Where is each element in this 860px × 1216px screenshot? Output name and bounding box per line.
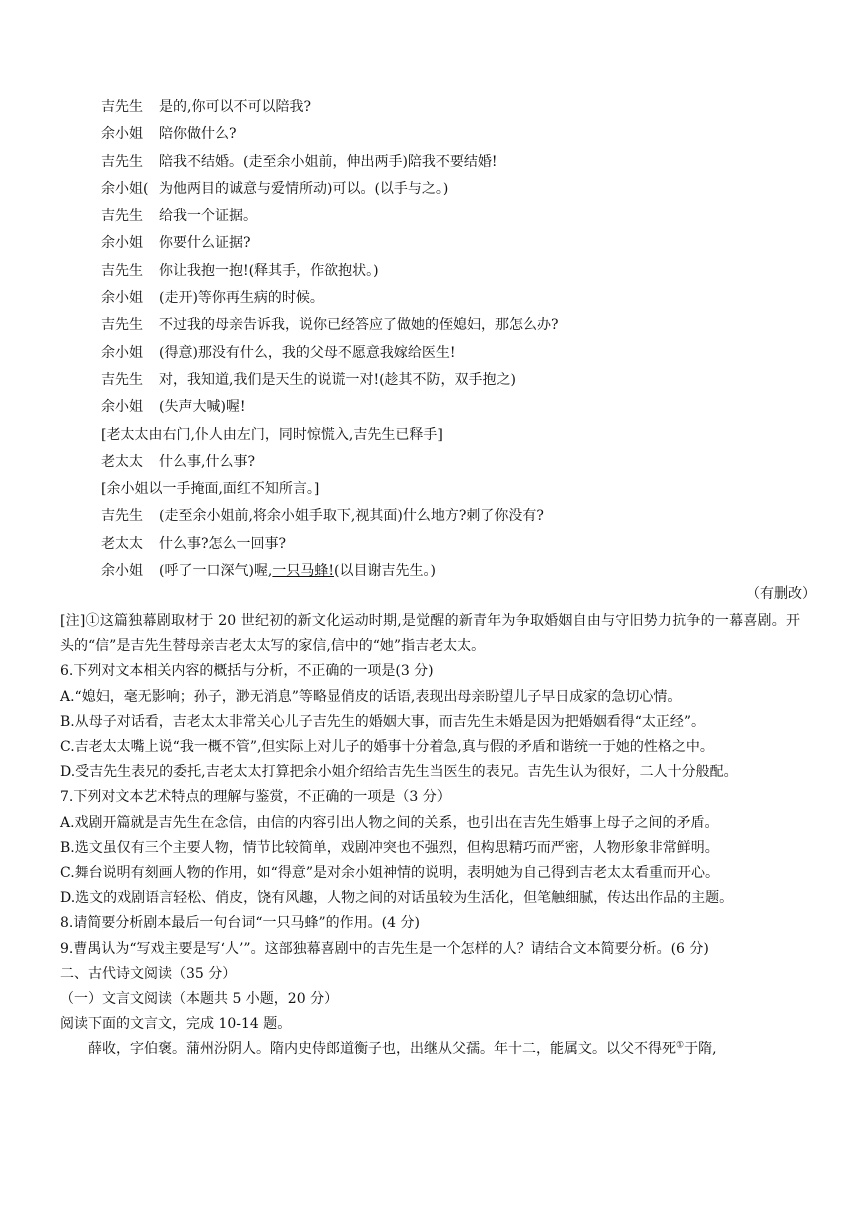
dialogue-line (101, 121, 801, 148)
question-8: 8.请简要分析剧本最后一句台词“一只马蜂”的作用。(4 分) (60, 915, 420, 932)
speaker: 余小姐 (101, 399, 143, 416)
question-9: 9.曹禺认为“写戏主要是写‘人’”。这部独幕喜剧中的吉先生是一个怎样的人？请结合文本简要分析。(6 分) (60, 940, 709, 957)
section-heading: 二、古代诗文阅读（35 分） (60, 965, 237, 982)
stage-direction-text: [余小姐以一手掩面,面红不知所言。] (101, 481, 320, 498)
speaker: 老太太 (101, 535, 143, 552)
line-text-after: (以目谢吉先生。) (334, 563, 436, 580)
line-text: (走开)等你再生病的时候。 (159, 290, 324, 307)
line-text: 你要什么证据? (159, 235, 251, 252)
question-7: 7.下列对文本艺术特点的理解与鉴赏，不正确的一项是（3 分） (60, 789, 451, 806)
script-dialogue (101, 94, 801, 585)
speaker: 吉先生 (101, 508, 143, 525)
dialogue-line (101, 340, 801, 367)
option-6c: C.吉老太太嘴上说“我一概不管”,但实际上对儿子的婚事十分着急,真与假的矛盾和谐统一于她的性格之中。 (60, 739, 714, 756)
line-text: (走至余小姐前,将余小姐手取下,视其面)什么地方?刺了你没有? (159, 508, 544, 525)
question-6: 6.下列对文本相关内容的概括与分析，不正确的一项是(3 分) (60, 663, 434, 680)
option-6a: A.“媳妇，毫无影响；孙子，渺无消息”等略显俏皮的话语,表现出母亲盼望儿子早日成家的急切心情。 (60, 688, 682, 705)
dialogue-line (101, 449, 801, 476)
dialogue-line (101, 176, 801, 203)
speaker: 余小姐 (101, 563, 143, 580)
line-text: (得意)那没有什么，我的父母不愿意我嫁给医生! (159, 344, 456, 361)
dialogue-line (101, 149, 801, 176)
line-text: 给我一个证据。 (159, 208, 257, 225)
speaker: 余小姐( (101, 180, 149, 197)
dialogue-line (101, 312, 801, 339)
underlined-phrase: 一只马蜂! (272, 563, 335, 580)
line-text: 什么事?怎么一回事? (159, 535, 287, 552)
line-text: 陪你做什么? (159, 126, 237, 143)
dialogue-line (101, 94, 801, 121)
edit-note: （有删改） (746, 586, 816, 602)
dialogue-line (101, 285, 801, 312)
dialogue-line (101, 203, 801, 230)
speaker: 吉先生 (101, 153, 143, 170)
stage-direction (101, 476, 801, 503)
dialogue-line (101, 230, 801, 257)
dialogue-line (101, 503, 801, 530)
line-text: 不过我的母亲告诉我，说你已经答应了做她的侄媳妇，那怎么办? (159, 317, 559, 334)
footnote: [注]①这篇独幕剧取材于 20 世纪初的新文化运动时期,是觉醒的新青年为争取婚姻自由与守旧势力抗争的一幕喜剧。开头的“信”是吉先生替母亲吉老太太写的家信,信中的“她”指吉老太太。 (60, 613, 800, 655)
passage-text-after: 于隋, (684, 1041, 717, 1058)
line-text: 对，我知道,我们是天生的说谎一对!(趁其不防，双手抱之) (159, 371, 516, 388)
classical-passage (60, 1037, 800, 1062)
speaker: 余小姐 (101, 344, 143, 361)
option-6d: D.受吉先生表兄的委托,吉老太太打算把余小姐介绍给吉先生当医生的表兄。吉先生认为很好，二人十分般配。 (60, 764, 738, 781)
dialogue-line (101, 367, 801, 394)
line-text: 你让我抱一抱!(释其手，作欲抱状。) (159, 262, 379, 279)
dialogue-line (101, 394, 801, 421)
speaker: 余小姐 (101, 235, 143, 252)
speaker: 余小姐 (101, 126, 143, 143)
speaker: 吉先生 (101, 317, 143, 334)
reading-instruction: 阅读下面的文言文，完成 10-14 题。 (60, 1016, 292, 1033)
option-7d: D.选文的戏剧语言轻松、俏皮，饶有风趣，人物之间的对话虽较为生活化，但笔触细腻，传达出作品的主题。 (60, 890, 734, 907)
line-text: 陪我不结婚。(走至余小姐前，伸出两手)陪我不要结婚! (159, 153, 498, 170)
speaker: 吉先生 (101, 371, 143, 388)
line-text-before: (呼了一口深气)喔, (159, 563, 273, 580)
speaker: 余小姐 (101, 290, 143, 307)
speaker: 吉先生 (101, 208, 143, 225)
subsection-heading: （一）文言文阅读（本题共 5 小题，20 分） (60, 991, 339, 1008)
option-7c: C.舞台说明有刻画人物的作用，如“得意”是对余小姐神情的说明，表明她为自己得到吉老太太看重而开心。 (60, 865, 719, 882)
line-text: (失声大喊)喔! (159, 399, 246, 416)
line-text: 为他两目的诚意与爱情所动)可以。(以手与之。) (159, 180, 449, 197)
speaker: 老太太 (101, 453, 143, 470)
stage-direction-text: [老太太由右门,仆人由左门，同时惊慌入,吉先生已释手] (101, 426, 443, 443)
option-7a: A.戏剧开篇就是吉先生在念信，由信的内容引出人物之间的关系，也引出在吉先生婚事上母子之间的矛盾。 (60, 814, 719, 831)
questions-section (60, 609, 800, 1063)
stage-direction (101, 422, 801, 449)
line-text: 什么事,什么事? (159, 453, 255, 470)
footnote-marker: ① (676, 1040, 685, 1051)
line-text: 是的,你可以不可以陪我? (159, 99, 311, 115)
speaker: 吉先生 (101, 99, 143, 115)
dialogue-line-final (101, 558, 801, 585)
option-7b: B.选文虽仅有三个主要人物，情节比较简单，戏剧冲突也不强烈，但构思精巧而严密，人物形象非常鲜明。 (60, 839, 719, 856)
dialogue-line (101, 531, 801, 558)
passage-text-before: 薛收，字伯褒。蒲州汾阴人。隋内史侍郎道衡子也，出继从父孺。年十二，能属文。以父不得死 (88, 1041, 676, 1058)
speaker: 吉先生 (101, 262, 143, 279)
dialogue-line (101, 258, 801, 285)
option-6b: B.从母子对话看，吉老太太非常关心儿子吉先生的婚姻大事，而吉先生未婚是因为把婚姻看得“太正经”。 (60, 713, 706, 730)
